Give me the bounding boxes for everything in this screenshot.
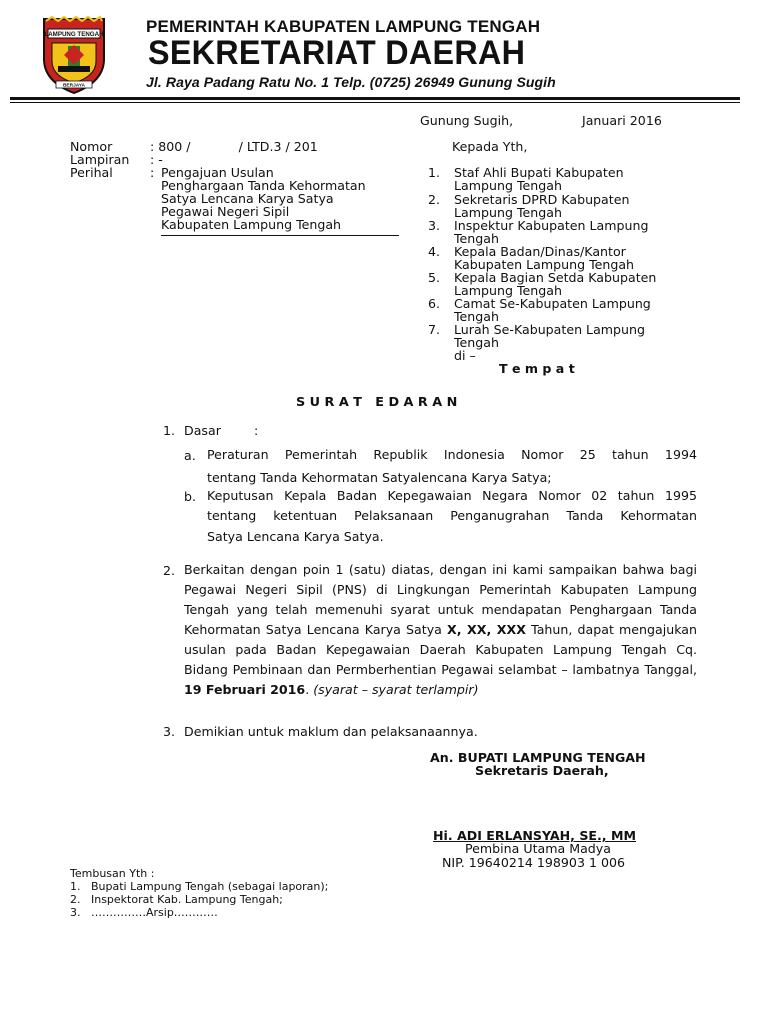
lampiran-value: : - (150, 152, 163, 167)
recipient-line: Kepala Badan/Dinas/Kantor (454, 244, 626, 259)
point-two-bold-deadline: 19 Februari 2016 (184, 682, 306, 697)
recipient-number: 6. (428, 296, 441, 311)
recipient-line: Lampung Tengah (454, 205, 562, 220)
recipients-di: di – (454, 348, 476, 363)
letterhead-rule-thin (10, 102, 740, 103)
recipient-line: Kepala Bagian Setda Kabupaten (454, 270, 657, 285)
recipient-line: Staf Ahli Bupati Kabupaten (454, 165, 624, 180)
recipient-number: 2. (428, 192, 441, 207)
letterhead-office-name: SEKRETARIAT DAERAH (148, 34, 526, 72)
recipient-line: Tengah (454, 231, 499, 246)
subpoint-b-line: Keputusan Kepala Badan Kepegawaian Negara Nomor 02 tahun 1995 (207, 488, 697, 503)
perihal-line: Kabupaten Lampung Tengah (161, 217, 342, 232)
perihal-underline (161, 235, 399, 236)
recipients-tempat: T e m p a t (499, 361, 575, 376)
lampiran-label: Lampiran (70, 152, 130, 167)
recipients-heading: Kepada Yth, (452, 139, 528, 154)
signatory-nip: NIP. 19640214 198903 1 006 (442, 855, 626, 870)
letter-date: Januari 2016 (582, 113, 662, 128)
recipient-number: 3. (428, 218, 441, 233)
recipient-line: Inspektur Kabupaten Lampung (454, 218, 649, 233)
letterhead-address: Jl. Raya Padang Ratu No. 1 Telp. (0725) 26949 Gunung Sugih (146, 74, 556, 90)
signature-office: An. BUPATI LAMPUNG TENGAH (430, 750, 646, 765)
subpoint-label: a. (184, 448, 196, 463)
point-number: 1. (163, 423, 176, 438)
recipient-line: Lurah Se-Kabupaten Lampung (454, 322, 646, 337)
recipient-number: 7. (428, 322, 441, 337)
signature-position: Sekretaris Daerah, (475, 763, 609, 778)
point-dasar-label: Dasar (184, 423, 221, 438)
recipient-line: Sekretaris DPRD Kabupaten (454, 192, 630, 207)
recipient-number: 5. (428, 270, 441, 285)
subpoint-b-line: Satya Lencana Karya Satya. (207, 529, 384, 544)
subpoint-b-line: tentang ketentuan Pelaksanaan Penganugrahan Tanda Kehormatan (207, 508, 697, 523)
signatory-rank: Pembina Utama Madya (465, 841, 611, 856)
letter-place: Gunung Sugih, (420, 113, 514, 128)
regency-logo (38, 15, 110, 95)
signatory-name: Hi. ADI ERLANSYAH, SE., MM (433, 828, 637, 843)
point-two-text: . (305, 682, 314, 697)
point-two-paragraph (184, 560, 697, 700)
subpoint-label: b. (184, 489, 196, 504)
point-number: 2. (163, 563, 176, 578)
point-two-text: Berkaitan dengan poin 1 (satu) diatas, dengan ini kami sampaikan bahwa bagi Pegawai Negeri Sipil (PNS) di Lingkungan Pemerintah Kabupaten Lampung Tengah yang telah memenuhi syarat untuk mendapatan Penghargaan Tanda Kehormatan Satya Lencana Karya Satya (184, 562, 697, 637)
point-dasar-colon: : (254, 423, 259, 438)
recipient-number: 4. (428, 244, 441, 259)
perihal-line: Satya Lencana Karya Satya (161, 191, 334, 206)
perihal-line: Pengajuan Usulan (161, 165, 274, 180)
perihal-colon: : (150, 165, 155, 180)
cc-item: 1. Bupati Lampung Tengah (sebagai laporan); (70, 880, 329, 893)
perihal-label: Perihal (70, 165, 113, 180)
recipient-line: Camat Se-Kabupaten Lampung (454, 296, 651, 311)
letterhead-government-name: PEMERINTAH KABUPATEN LAMPUNG TENGAH (146, 17, 541, 36)
recipient-line: Tengah (454, 335, 499, 350)
cc-item: 2. Inspektorat Kab. Lampung Tengah; (70, 893, 283, 906)
point-two-text: Tahun, dapat mengajukan usulan pada Badan Kepegawaian Daerah Kabupaten Lampung Tengah Cq. Bidang Pembinaan dan Permberhentian Pegawai selambat – lambatnya Tanggal, (184, 622, 697, 677)
letterhead-rule-thick (10, 97, 740, 100)
logo-motto-text: BERJAYA (62, 83, 86, 89)
point-two-italic-note: (syarat – syarat terlampir) (313, 682, 479, 697)
cc-item: 3. ……………Arsip………… (70, 906, 218, 919)
recipient-number: 1. (428, 165, 441, 180)
point-two-bold-years: X, XX, XXX (447, 622, 526, 637)
recipient-line: Tengah (454, 309, 499, 324)
recipient-line: Lampung Tengah (454, 283, 562, 298)
document-title: S U R A T E D A R A N (296, 395, 458, 410)
perihal-line: Penghargaan Tanda Kehormatan (161, 178, 366, 193)
nomor-label: Nomor (70, 139, 113, 154)
cc-heading: Tembusan Yth : (70, 867, 155, 880)
point-number: 3. (163, 724, 176, 739)
subpoint-a-line: tentang Tanda Kehormatan Satyalencana Karya Satya; (207, 470, 552, 485)
recipient-line: Kabupaten Lampung Tengah (454, 257, 635, 272)
nomor-value: : 800 / / LTD.3 / 201 (150, 139, 318, 154)
perihal-line: Pegawai Negeri Sipil (161, 204, 290, 219)
recipient-line: Lampung Tengah (454, 178, 562, 193)
logo-banner-text: LAMPUNG TENGAH (44, 31, 104, 38)
point-three-text: Demikian untuk maklum dan pelaksanaannya. (184, 724, 478, 739)
subpoint-a-line: Peraturan Pemerintah Republik Indonesia Nomor 25 tahun 1994 (207, 447, 697, 462)
